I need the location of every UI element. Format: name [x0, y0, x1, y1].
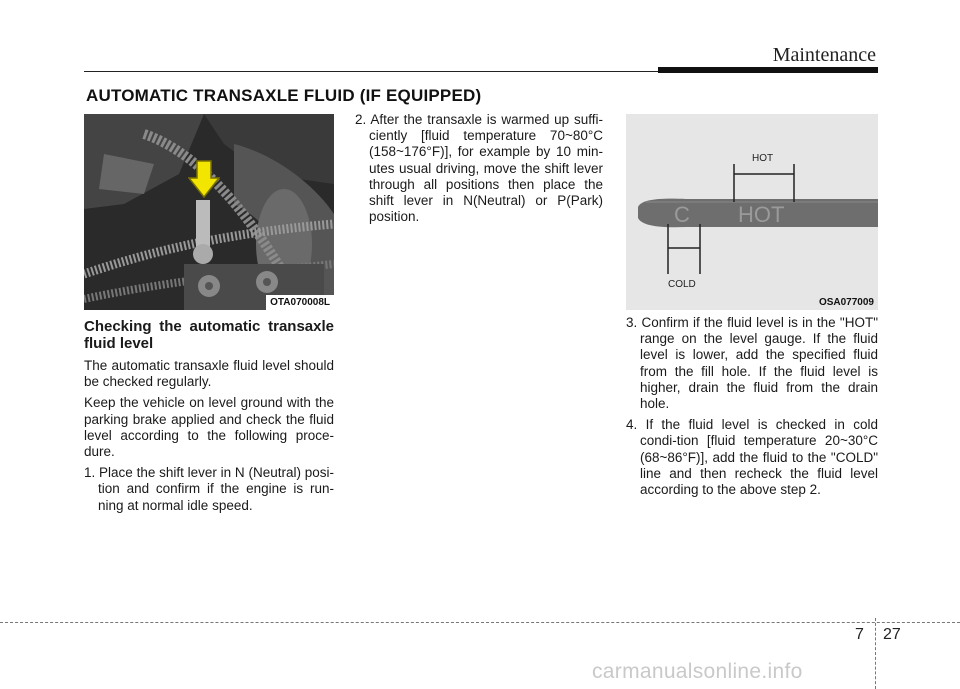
subsection-heading: Checking the automatic transaxle fluid level: [84, 318, 334, 352]
page-number: 27: [883, 626, 901, 643]
step-1: 1. Place the shift lever in N (Neutral) posi-tion and confirm if the engine is run-ning at normal idle speed.: [84, 465, 334, 513]
middle-column: [355, 112, 603, 230]
dipstick-illustration: [626, 114, 878, 310]
figure-caption-right: OSA077009: [818, 297, 874, 308]
right-column: [626, 315, 878, 503]
left-column: [84, 318, 334, 519]
section-title: AUTOMATIC TRANSAXLE FLUID (IF EQUIPPED): [86, 86, 482, 105]
watermark: carmanualsonline.info: [592, 660, 803, 683]
paragraph-regular-check: The automatic transaxle fluid level should be checked regularly.: [84, 358, 334, 390]
engine-bay-illustration: [84, 114, 334, 310]
down-arrow-icon: [188, 160, 220, 198]
step-2: 2. After the transaxle is warmed up suffi-ciently [fluid temperature 70~80°C (158~176°F)], for example by 10 min-utes usual driving, move the shift lever through all positions then place the shift lever in N(Neutral) or P(Park) position.: [355, 112, 603, 225]
header-rule: [84, 71, 664, 72]
dipstick-hot-mark: HOT: [738, 202, 785, 227]
footer-divider: [875, 618, 876, 689]
step-3: 3. Confirm if the fluid level is in the "HOT" range on the level gauge. If the fluid level is lower, add the specified fluid from the fill hole. If the fluid level is higher, drain the fluid from the drain hole.: [626, 315, 878, 412]
footer-rule: [0, 622, 960, 623]
header-section-title: Maintenance: [772, 44, 876, 66]
dipstick-c-mark: C: [674, 202, 690, 227]
chapter-number: 7: [855, 626, 864, 643]
hot-range-label: HOT: [752, 153, 774, 164]
header-rule-accent: [658, 67, 878, 73]
step-4: 4. If the fluid level is checked in cold condi-tion [fluid temperature 20~30°C (68~86°F)], add the fluid to the "COLD" line and then recheck the fluid level according to the above step 2.: [626, 417, 878, 498]
dipstick-gauge-figure: [626, 114, 878, 310]
paragraph-procedure: Keep the vehicle on level ground with the parking brake applied and check the fluid level according to the following proce-dure.: [84, 395, 334, 460]
figure-caption-left: OTA070008L: [266, 295, 334, 310]
engine-bay-photo: [84, 114, 334, 310]
cold-range-label: COLD: [668, 279, 696, 290]
